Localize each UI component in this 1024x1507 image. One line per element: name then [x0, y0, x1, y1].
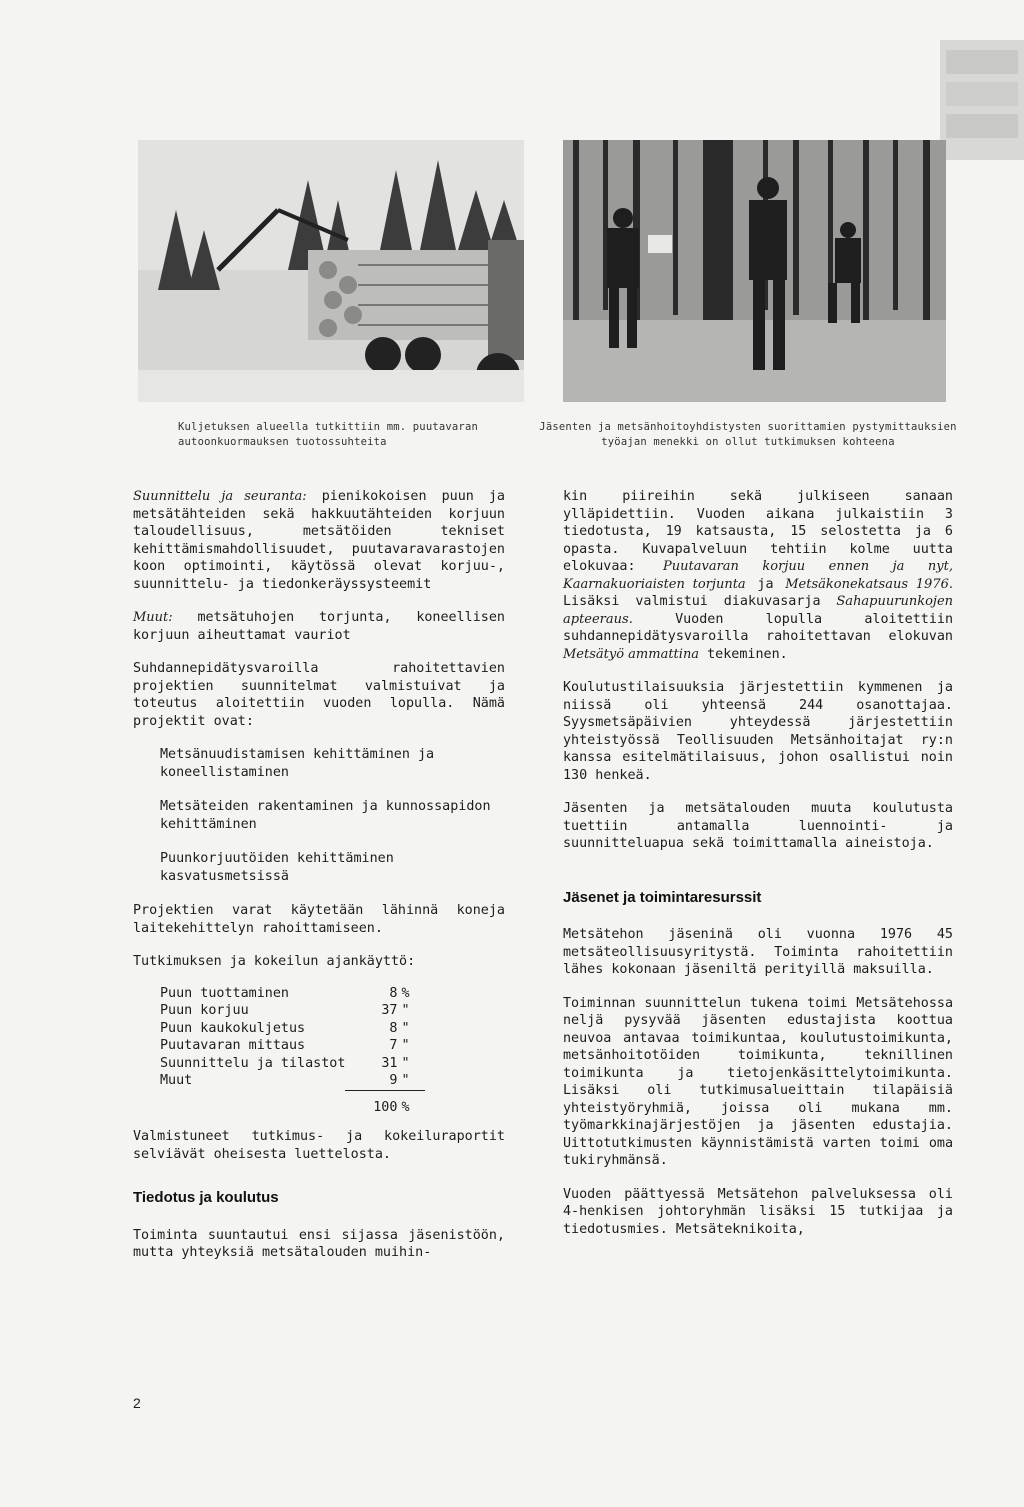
row-value: 8: [389, 1020, 398, 1036]
photo-caption-left: Kuljetuksen alueella tutkittiin mm. puutavaran autoonkuormauksen tuotossuhteita: [178, 421, 478, 448]
project-item: Metsänuudistamisen kehittäminen ja koneellistaminen: [160, 747, 435, 780]
table-row: [160, 1020, 425, 1038]
slide-set-title: Sahapuurunkojen apteeraus.: [563, 594, 954, 627]
film-title: Metsätyö ammattina: [563, 646, 700, 662]
film-title: Kaarnakuoriaisten torjunta: [563, 576, 746, 592]
page-number: 2: [133, 1395, 141, 1411]
right-column: [563, 488, 953, 1254]
project-item: Metsäteiden rakentaminen ja kunnossapidon kehittäminen: [160, 799, 491, 832]
row-label: Puun kaukokuljetus: [160, 1020, 306, 1036]
row-unit: ": [401, 1003, 410, 1018]
paragraph-toiminta: Toiminta suuntautui ensi sijassa jäsenistöön, mutta yhteyksiä metsätalouden muihin-: [133, 1227, 505, 1260]
row-unit: ": [401, 1038, 410, 1053]
label-muut: Muut:: [133, 610, 173, 625]
text-segment: tekeminen.: [707, 646, 788, 662]
row-unit: ": [397, 1072, 425, 1090]
project-item: Puunkorjuutöiden kehittäminen kasvatusmetsissä: [160, 851, 394, 884]
row-unit: %: [401, 985, 410, 1001]
text-suunnittelu: pienikokoisen puun ja metsätähteiden sekä hakkuutähteiden korjuun taloudellisuus, metsätöiden tekniset kehittämismahdollisuudet, puutavaravarastojen koon optimointi, käytössä olevat korjuu-, suunnittelu- ja tiedonkeräyssysteemit: [133, 489, 505, 592]
total-unit: %: [401, 1099, 410, 1115]
photo-tree-measurement: [563, 140, 946, 402]
left-column: [133, 488, 505, 1278]
photo-timber-truck: [138, 140, 524, 402]
text-segment: Vuoden lopulla aloitettiin suhdannepidätysvaroilla rahoitettavan elokuvan: [563, 611, 954, 644]
row-value: 7: [389, 1038, 398, 1053]
row-label: Muut: [160, 1073, 193, 1089]
photo-caption-right: Jäsenten ja metsänhoitoyhdistysten suorittamien pystymittauksien työajan menekki on ollut tutkimuksen kohteena: [539, 421, 957, 448]
paragraph-koulutus: Koulutustilaisuuksia järjestettiin kymmenen ja niissä oli yhteensä 244 osanottajaa. Syysmetsäpäivien yhteydessä järjestettiin yhteistyössä Teollisuuden Metsänhoitajat ry:n kanssa esitelmätilaisuus, johon osallistui noin 130 henkeä.: [563, 680, 953, 783]
film-title: Puutavaran korjuu ennen ja nyt,: [663, 559, 954, 574]
table-row: [160, 1002, 425, 1020]
paragraph-suhdanne: Suhdannepidätysvaroilla rahoitettavien projektien suunnitelmat valmistuivat ja toteutus aloitettiin vuoden lopulla. Nämä projektit ovat:: [133, 661, 505, 729]
text-segment: kin piireihin sekä julkiseen sanaan ylläpidettiin. Vuoden aikana julkaistiin 3 tiedotusta, 19 katsausta, 15 selostetta ja 6 opasta. Kuvapalveluun tehtiin kolme uutta elokuvaa:: [563, 489, 953, 574]
text-muut: metsätuhojen torjunta, koneellisen korjuun aiheuttamat vauriot: [133, 610, 505, 643]
paragraph-jasenet: Metsätehon jäseninä oli vuonna 1976 45 metsäteollisuusyritystä. Toiminta rahoitettiin lähes kokonaan jäseniltä perityillä maksuilla.: [563, 927, 953, 977]
row-value: 9: [345, 1072, 397, 1090]
paragraph-ajankaytto: Tutkimuksen ja kokeilun ajankäyttö:: [133, 954, 416, 969]
time-use-table: [160, 985, 425, 1117]
section-heading-jasenet: Jäsenet ja toimintaresurssit: [563, 888, 762, 906]
paragraph-varat: Projektien varat käytetään lähinnä koneja laitekehittelyn rahoittamiseen.: [133, 903, 505, 936]
table-row: [160, 1055, 425, 1073]
row-unit: ": [401, 1020, 410, 1036]
paragraph-tiedotus-cont: [563, 488, 953, 663]
row-label: Suunnittelu ja tilastot: [160, 1055, 346, 1071]
table-total-row: [160, 1099, 425, 1117]
table-row: [160, 985, 425, 1003]
paragraph-muut: [133, 609, 505, 644]
section-heading-tiedotus: Tiedotus ja koulutus: [133, 1189, 279, 1206]
table-row: [160, 1037, 425, 1055]
film-title: Metsäkonekatsaus 1976.: [785, 576, 953, 592]
bleed-through-title: [940, 10, 1024, 180]
row-label: Puun tuottaminen: [160, 985, 289, 1001]
table-row: [160, 1072, 425, 1090]
row-value: 8: [389, 985, 398, 1001]
paragraph-suunnittelu: [133, 488, 505, 593]
paragraph-henkilosto: Vuoden päättyessä Metsätehon palveluksessa oli 4-henkisen johtoryhmän lisäksi 15 tutkijaa ja tiedotusmies. Metsäteknikoita,: [563, 1186, 953, 1237]
text-segment: ja: [757, 576, 774, 592]
label-suunnittelu: Suunnittelu ja seuranta:: [133, 489, 307, 504]
paragraph-jasenkoulutus: Jäsenten ja metsätalouden muuta koulutusta tuettiin antamalla luennointi- ja suunnitteluapua sekä toimittamalla aineistoja.: [563, 801, 953, 851]
text-segment: Lisäksi valmistui diakuvasarja: [563, 594, 821, 609]
row-unit: ": [401, 1055, 410, 1071]
row-label: Puun korjuu: [160, 1003, 249, 1018]
paragraph-raportit: Valmistuneet tutkimus- ja kokeiluraportit selviävät oheisesta luettelosta.: [133, 1129, 505, 1162]
paragraph-toimikunnat: Toiminnan suunnittelun tukena toimi Metsätehossa neljä pysyvää jäsenten edustajista koottua neuvoa antavaa toimikuntaa, koulutustoimikunta, metsänhoitotöiden toimikunta, teknillinen toimikunta ja tietojenkäsittelytoimikunta. Lisäksi oli tutkimusalueittain tilapäisiä yhteistyöryhmiä, joissa oli mukana mm. työmarkkinajärjestöjen ja jäsenten edustajia. Uittotutkimusten käynnistämistä varten toimi oma tukiryhmänsä.: [563, 995, 953, 1168]
row-value: 31: [381, 1055, 398, 1071]
row-value: 37: [381, 1003, 398, 1018]
row-label: Puutavaran mittaus: [160, 1038, 306, 1053]
total-value: 100: [373, 1099, 398, 1115]
